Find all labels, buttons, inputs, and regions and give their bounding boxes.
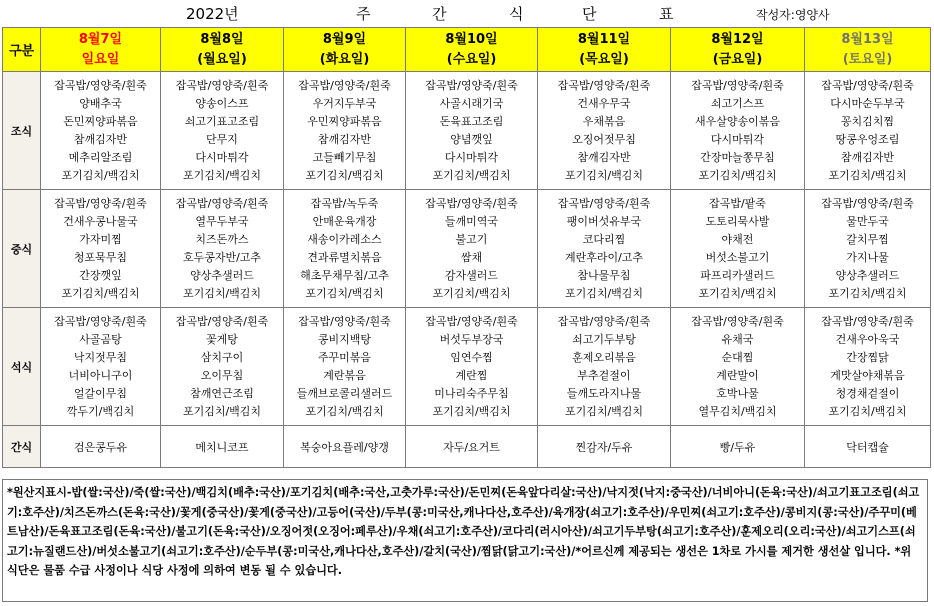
menu-item: 쇠고기스프: [710, 96, 765, 110]
menu-item: 우채볶음: [582, 114, 626, 128]
snack-cell: 찐감자/두유: [538, 426, 671, 468]
menu-item: 포기김치/백김치: [698, 286, 777, 300]
day-header: [805, 28, 931, 72]
day-of-week: (월요일): [197, 51, 247, 67]
menu-item: 가지나물: [846, 250, 889, 264]
header-row: [3, 28, 931, 72]
menu-item: 잡곡밥/녹두죽: [310, 196, 379, 210]
menu-item: 다시마튀각: [444, 150, 499, 164]
menu-item: 들깨미역국: [444, 214, 499, 228]
menu-item: 우거지두부국: [312, 96, 377, 110]
menu-item: 청경채겉절이: [835, 386, 900, 400]
menu-item: 잡곡밥/영양죽/흰죽: [425, 314, 518, 328]
menu-cell: [284, 190, 406, 308]
day-of-week: (목요일): [579, 51, 629, 67]
menu-cell: [41, 308, 161, 426]
menu-item: 다시마튀각: [710, 132, 765, 146]
menu-item: 콩비지백탕: [317, 332, 372, 346]
menu-item: 삼치구이: [200, 350, 244, 364]
menu-item: 갈치무찜: [846, 232, 889, 246]
menu-item: 포기김치/백김치: [828, 404, 907, 418]
menu-item: 단무지: [206, 132, 238, 146]
menu-item: 잡곡밥/영양죽/흰죽: [557, 196, 651, 210]
menu-item: 양송이스프: [195, 96, 249, 110]
menu-item: 견과류멸치볶음: [307, 250, 382, 264]
menu-item: 잡곡밥/영양죽/흰죽: [175, 78, 269, 92]
menu-item: 잡곡밥/영양죽/흰죽: [557, 78, 651, 92]
menu-item: 잡곡밥/영양죽/흰죽: [557, 314, 651, 328]
menu-item: 야채전: [721, 232, 754, 246]
menu-item: 포기김치/백김치: [61, 286, 140, 300]
menu-item: 건새우아욱국: [835, 332, 900, 346]
menu-cell: [406, 72, 538, 190]
menu-item: 포기김치/백김치: [828, 168, 907, 182]
menu-item: 열무두부국: [195, 214, 249, 228]
menu-item: 잡곡밥/팥죽: [709, 196, 766, 210]
menu-item: 계란볶음: [323, 368, 366, 382]
menu-item: 참깨김자반: [73, 132, 128, 146]
meal-label: 조식: [3, 72, 41, 190]
menu-item: 포기김치/백김치: [182, 286, 262, 300]
menu-item: 쌈채: [460, 250, 483, 264]
snack-cell: 복숭아요플레/양갱: [284, 426, 406, 468]
menu-item: 팽이버섯유부국: [566, 214, 642, 228]
title-year: 2022년: [186, 5, 239, 23]
menu-item: 주꾸미볶음: [317, 350, 372, 364]
menu-item: 포기김치/백김치: [305, 404, 384, 418]
menu-item: 포기김치/백김치: [432, 404, 511, 418]
title-char: 단: [582, 5, 597, 23]
menu-cell: [538, 72, 671, 190]
weekly-menu-table: [2, 27, 931, 468]
day-date: 8월11일: [577, 31, 631, 47]
title-char: 식: [509, 5, 524, 23]
menu-item: 임연수찜: [450, 350, 493, 364]
menu-item: 버섯두부장국: [439, 332, 504, 346]
menu-item: 포기김치/백김치: [182, 168, 262, 182]
meal-label: 중식: [3, 190, 41, 308]
day-date: 8월7일: [78, 31, 123, 47]
menu-item: 감자샐러드: [444, 268, 499, 282]
menu-item: 우민찌양파볶음: [307, 114, 382, 128]
menu-item: 참깨김자반: [840, 150, 895, 164]
menu-cell: [161, 190, 284, 308]
origin-notes: *원산지표시-밥(쌀:국산)/죽(쌀:국산)/백김치(배추:국산)/포기김치(배추:국산,고춧가루:국산)/돈민찌(돈육앞다리살:국산)/낙지젓(낙지:중국산)/너비아니(돈육:국산)/쇠고기표고조림(쇠고기:호주산)/치즈돈까스(돈육:국산)/꽃게(중국산)/꽃게(중국산)/고등어(국산)/두부(콩:미국산,캐나다산,호주산)/육개장(쇠고기:호주산)/우민찌(쇠고기:호주산)/콩비지(콩:국산)/주꾸미(베트남산)/돈육표고조림(돈육:국산)/불고기(돈육:국산)/오징어젓(오징어:페루산)/우채(쇠고기:호주산)/코다리(러시아산)/쇠고기두부탕(쇠고기:호주산)/훈제오리(오리:국산)/쇠고기스프(쇠고기:뉴질랜드산)/버섯소불고기(쇠고기:호주산)/순두부(콩:미국산,캐나다산,호주산)/갈치(국산)/찜닭(닭고기:국산)/*어르신께 제공되는 생선은 1차로 가시를 제거한 생선살 입니다. *위 식단은 물품 수급 사정이나 식당 사정에 의하여 변동 될 수 있습니다.: [2, 479, 928, 602]
menu-item: 순대찜: [721, 350, 754, 364]
menu-item: 새우살양송이볶음: [694, 114, 780, 128]
snack-cell: 검은콩두유: [41, 426, 161, 468]
day-header: [406, 28, 538, 72]
snack-cell: 자두/요거트: [406, 426, 538, 468]
menu-item: 포기김치/백김치: [564, 404, 644, 418]
menu-cell: [671, 308, 805, 426]
menu-cell: [406, 190, 538, 308]
menu-item: 간장찜닭: [846, 350, 889, 364]
menu-item: 건새우무국: [577, 96, 631, 110]
menu-item: 포기김치/백김치: [564, 286, 644, 300]
menu-item: 땅콩우엉조림: [835, 132, 900, 146]
menu-cell: [538, 190, 671, 308]
snack-cell: 빵/두유: [671, 426, 805, 468]
menu-cell: [284, 72, 406, 190]
menu-item: 포기김치/백김치: [432, 286, 511, 300]
menu-item: 포기김치/백김치: [432, 168, 511, 182]
menu-cell: [671, 190, 805, 308]
menu-item: 사골곰탕: [79, 332, 122, 346]
snack-row: [3, 426, 931, 468]
menu-item: 돈육표고조림: [439, 114, 504, 128]
menu-item: 들깨도라지나물: [566, 386, 642, 400]
day-of-week: (수요일): [446, 51, 497, 67]
menu-item: 건새우콩나물국: [63, 214, 138, 228]
title-row: [0, 0, 934, 27]
menu-item: 잡곡밥/영양죽/흰죽: [175, 196, 269, 210]
menu-item: 들깨브로콜리샐러드: [296, 386, 393, 400]
day-date: 8월8일: [200, 31, 244, 47]
menu-item: 양념깻잎: [450, 132, 493, 146]
menu-item: 양배추국: [79, 96, 122, 110]
menu-item: 포기김치/백김치: [698, 168, 777, 182]
menu-item: 참깨김자반: [577, 150, 631, 164]
menu-cell: [41, 190, 161, 308]
menu-item: 오징어젓무침: [572, 132, 636, 146]
day-header: [538, 28, 671, 72]
menu-item: 해초무채무침/고추: [300, 268, 389, 282]
menu-cell: [41, 72, 161, 190]
menu-item: 유채국: [721, 332, 754, 346]
day-header: [161, 28, 284, 72]
menu-item: 꽃게탕: [206, 332, 238, 346]
menu-item: 열무김치/백김치: [698, 404, 777, 418]
header-label: 구분: [3, 28, 41, 72]
menu-item: 돈민찌양파볶음: [63, 114, 138, 128]
menu-cell: [805, 190, 931, 308]
menu-cell: [805, 72, 931, 190]
menu-item: 메추리알조림: [68, 150, 133, 164]
menu-item: 코다리찜: [582, 232, 626, 246]
menu-cell: [161, 308, 284, 426]
menu-item: 부추겉절이: [577, 368, 631, 382]
menu-item: 잡곡밥/영양죽/흰죽: [54, 314, 147, 328]
menu-item: 다시마튀각: [195, 150, 249, 164]
menu-item: 다시마순두부국: [830, 96, 905, 110]
menu-item: 잡곡밥/영양죽/흰죽: [425, 78, 518, 92]
menu-item: 잡곡밥/영양죽/흰죽: [298, 78, 391, 92]
menu-item: 잡곡밥/영양죽/흰죽: [691, 78, 784, 92]
menu-cell: [538, 308, 671, 426]
menu-item: 훈제오리볶음: [572, 350, 636, 364]
menu-item: 포기김치/백김치: [564, 168, 644, 182]
title-char: 표: [659, 5, 674, 23]
menu-item: 쇠고기두부탕: [572, 332, 636, 346]
menu-item: 게맛살야채볶음: [830, 368, 905, 382]
menu-item: 양상추샐러드: [835, 268, 900, 282]
menu-item: 미나리숙주무침: [434, 386, 509, 400]
author-label: 작성자:영양사: [756, 8, 830, 22]
menu-item: 잡곡밥/영양죽/흰죽: [175, 314, 269, 328]
menu-item: 간장마늘쫑무침: [700, 150, 775, 164]
menu-item: 호박나물: [716, 386, 759, 400]
meal-row: [3, 72, 931, 190]
menu-item: 잡곡밥/영양죽/흰죽: [54, 78, 147, 92]
menu-item: 양상추샐러드: [190, 268, 254, 282]
menu-item: 참깨김자반: [317, 132, 372, 146]
day-of-week: (토요일): [842, 51, 893, 67]
menu-item: 꽁치김치찜: [840, 114, 895, 128]
day-of-week: (금요일): [712, 51, 763, 67]
title-char: 주: [356, 5, 371, 23]
menu-item: 포기김치/백김치: [828, 286, 907, 300]
day-of-week: 일요일: [81, 51, 120, 67]
day-date: 8월12일: [711, 31, 764, 47]
day-header: [284, 28, 406, 72]
menu-cell: [406, 308, 538, 426]
snack-cell: 메치니코프: [161, 426, 284, 468]
menu-item: 물만두국: [846, 214, 889, 228]
menu-item: 안매운육개장: [312, 214, 377, 228]
menu-item: 계란후라이/고추: [564, 250, 644, 264]
snack-cell: 닥터캡슐: [805, 426, 931, 468]
menu-cell: [284, 308, 406, 426]
menu-item: 잡곡밥/영양죽/흰죽: [821, 78, 914, 92]
day-date: 8월13일: [841, 31, 894, 47]
menu-item: 쇠고기표고조림: [184, 114, 260, 128]
menu-item: 잡곡밥/영양죽/흰죽: [821, 196, 914, 210]
menu-item: 잡곡밥/영양죽/흰죽: [691, 314, 784, 328]
menu-item: 새송이카레소스: [307, 232, 382, 246]
menu-item: 얼갈이무침: [73, 386, 128, 400]
menu-item: 가자미찜: [79, 232, 122, 246]
menu-item: 호두콩자반/고추: [182, 250, 262, 264]
menu-item: 포기김치/백김치: [182, 404, 262, 418]
menu-item: 포기김치/백김치: [305, 286, 384, 300]
menu-item: 잡곡밥/영양죽/흰죽: [821, 314, 914, 328]
menu-item: 계란말이: [716, 368, 759, 382]
snack-label: 간식: [3, 426, 41, 468]
meal-row: [3, 308, 931, 426]
menu-item: 너비아니구이: [68, 368, 133, 382]
day-header: [671, 28, 805, 72]
menu-item: 잡곡밥/영양죽/흰죽: [298, 314, 391, 328]
day-header: [41, 28, 161, 72]
menu-item: 포기김치/백김치: [61, 168, 140, 182]
menu-item: 잡곡밥/영양죽/흰죽: [54, 196, 147, 210]
menu-item: 계란찜: [455, 368, 488, 382]
menu-item: 참나물무침: [577, 268, 631, 282]
menu-item: 치즈돈까스: [195, 232, 249, 246]
menu-item: 참깨연근조림: [190, 386, 254, 400]
day-of-week: (화요일): [319, 51, 370, 67]
meal-row: [3, 190, 931, 308]
menu-cell: [805, 308, 931, 426]
menu-item: 파프리카샐러드: [700, 268, 775, 282]
menu-item: 낙지젓무침: [73, 350, 128, 364]
menu-item: 깍두기/백김치: [66, 404, 135, 418]
menu-item: 버섯소불고기: [705, 250, 770, 264]
menu-item: 포기김치/백김치: [305, 168, 384, 182]
title-char: 간: [432, 5, 447, 23]
menu-item: 청포묵무침: [73, 250, 128, 264]
menu-item: 사골시래기국: [439, 96, 504, 110]
menu-cell: [161, 72, 284, 190]
menu-item: 불고기: [455, 232, 488, 246]
menu-item: 간장깻잎: [79, 268, 122, 282]
menu-item: 오이무침: [200, 368, 244, 382]
menu-item: 도토리묵사발: [705, 214, 770, 228]
meal-label: 석식: [3, 308, 41, 426]
day-date: 8월9일: [322, 31, 367, 47]
menu-cell: [671, 72, 805, 190]
day-date: 8월10일: [445, 31, 498, 47]
menu-item: 잡곡밥/영양죽/흰죽: [425, 196, 518, 210]
menu-item: 고들빼기무침: [312, 150, 377, 164]
